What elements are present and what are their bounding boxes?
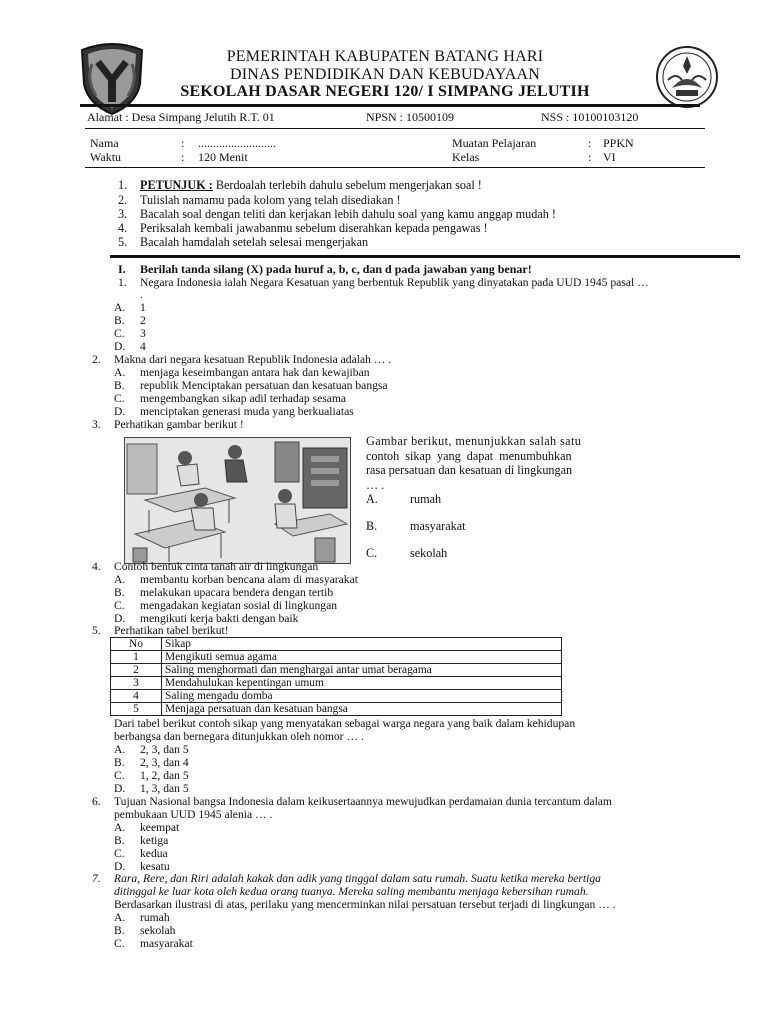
attitude-table xyxy=(110,637,562,716)
header-department: DINAS PENDIDIKAN DAN KEBUDAYAAN xyxy=(229,66,541,83)
q7-option-c[interactable]: C. masyarakat xyxy=(114,937,193,950)
q3-option-a[interactable]: A. rumah xyxy=(366,492,442,506)
question-5-text-2: berbangsa dan bernegara ditunjukkan oleh nomor … . xyxy=(114,730,364,743)
name-label: Nama xyxy=(90,136,119,150)
q4-option-a[interactable]: A. membantu korban bencana alam di masyarakat xyxy=(114,573,358,586)
q7-option-b[interactable]: B. sekolah xyxy=(114,924,176,937)
q2-option-d[interactable]: D. menciptakan generasi muda yang berkualiatas xyxy=(114,405,354,418)
question-2: 2. Makna dari negara kesatuan Republik Indonesia adalah … . xyxy=(92,353,392,366)
q3-option-c[interactable]: C. sekolah xyxy=(366,546,448,560)
q6-option-c[interactable]: C. kedua xyxy=(114,847,168,860)
q2-option-b[interactable]: B. republik Menciptakan persatuan dan kesatuan bangsa xyxy=(114,379,388,392)
table-header-no: No xyxy=(111,638,162,651)
question-6: 6. Tujuan Nasional bangsa Indonesia dalam keikusertaannya mewujudkan perdamaian dunia tercantum dalam xyxy=(92,795,612,808)
nss-text: NSS : 10100103120 xyxy=(541,110,639,124)
time-value: 120 Menit xyxy=(198,150,248,164)
q4-option-c[interactable]: C. mengadakan kegiatan sosial di lingkungan xyxy=(114,599,338,612)
class-colon: : xyxy=(588,150,592,164)
address-rule xyxy=(85,128,705,129)
header-government: PEMERINTAH KABUPATEN BATANG HARI xyxy=(226,48,544,65)
question-7-story-2: ditinggal ke luar kota oleh kedua orang tuanya. Mereka saling membantu menjaga kebersihan rumah. xyxy=(114,885,589,898)
q6-option-b[interactable]: B. ketiga xyxy=(114,834,169,847)
q7-option-a[interactable]: A. rumah xyxy=(114,911,170,924)
q6-option-d[interactable]: D. kesatu xyxy=(114,860,170,873)
q3-description-1: Gambar berikut, menunjukkan salah satu xyxy=(366,434,582,448)
q5-option-d[interactable]: D. 1, 3, dan 5 xyxy=(114,782,189,795)
subject-value: PPKN xyxy=(603,136,634,150)
table-row: 1 Mengikuti semua agama xyxy=(111,651,562,664)
time-label: Waktu xyxy=(90,150,122,164)
name-colon: : xyxy=(181,136,185,150)
q5-option-b[interactable]: B. 2, 3, dan 4 xyxy=(114,756,189,769)
subject-colon: : xyxy=(588,136,592,150)
question-7-story-1: 7. Rara, Rere, dan Riri adalah kakak dan adik yang tinggal dalam satu rumah. Suatu ketika mereka bertiga xyxy=(92,872,601,885)
question-1-cont: . xyxy=(140,288,143,301)
question-6-cont: pembukaan UUD 1945 alenia … . xyxy=(114,808,273,821)
q3-description-3: rasa persatuan dan kesatuan di lingkungan xyxy=(366,463,573,477)
table-row: 3 Mendahulukan kepentingan umum xyxy=(111,677,562,690)
instruction-1: 1. PETUNJUK : Berdoalah terlebih dahulu sebelum mengerjakan soal ! xyxy=(118,178,482,192)
q1-option-d[interactable]: D. 4 xyxy=(114,340,146,353)
question-5: 5. Perhatikan tabel berikut! xyxy=(92,624,229,637)
classroom-cleaning-illustration xyxy=(124,437,351,564)
time-colon: : xyxy=(181,150,185,164)
q4-option-b[interactable]: B. melakukan upacara bendera dengan tertib xyxy=(114,586,334,599)
table-header-row xyxy=(111,638,562,651)
tut-wuri-handayani-logo xyxy=(652,44,722,110)
table-header-sikap: Sikap xyxy=(162,638,562,651)
instruction-4: 4. Periksalah kembali jawabanmu sebelum diserahkan kepada pengawas ! xyxy=(118,221,488,235)
header-rule-thick xyxy=(80,104,700,107)
question-5-text-1: Dari tabel berikut contoh sikap yang menyatakan sebagai warga negara yang baik dalam kehidupan xyxy=(114,717,576,730)
header-school: SEKOLAH DASAR NEGERI 120/ I SIMPANG JELUTIH xyxy=(180,83,590,100)
q5-option-a[interactable]: A. 2, 3, dan 5 xyxy=(114,743,189,756)
q3-description-2: contoh sikap yang dapat menumbuhkan xyxy=(366,449,572,463)
question-1: 1. Negara Indonesia ialah Negara Kesatuan yang berbentuk Republik yang dinyatakan pada UUD 1945 pasal … xyxy=(118,276,649,289)
q1-option-b[interactable]: B. 2 xyxy=(114,314,146,327)
table-row: 2 Saling menghormati dan menghargai antar umat beragama xyxy=(111,664,562,677)
q3-option-b[interactable]: B. masyarakat xyxy=(366,519,466,533)
subject-label: Muatan Pelajaran xyxy=(452,136,537,150)
name-field[interactable]: .......................... xyxy=(198,136,276,150)
question-4: 4. Contoh bentuk cinta tanah air di lingkungan xyxy=(92,560,319,573)
q3-description-4: … . xyxy=(366,478,385,492)
q5-option-c[interactable]: C. 1, 2, dan 5 xyxy=(114,769,189,782)
q1-option-c[interactable]: C. 3 xyxy=(114,327,146,340)
q6-option-a[interactable]: A. keempat xyxy=(114,821,180,834)
table-row: 5 Menjaga persatuan dan kesatuan bangsa xyxy=(111,703,562,716)
instruction-5: 5. Bacalah hamdalah setelah selesai mengerjakan xyxy=(118,235,369,249)
info-rule xyxy=(85,167,705,168)
instruction-3: 3. Bacalah soal dengan teliti dan kerjakan lebih dahulu soal yang kamu anggap mudah ! xyxy=(118,207,556,221)
q2-option-c[interactable]: C. mengembangkan sikap adil terhadap sesama xyxy=(114,392,347,405)
q4-option-d[interactable]: D. mengikuti kerja bakti dengan baik xyxy=(114,612,299,625)
address-text: Alamat : Desa Simpang Jelutih R.T. 01 xyxy=(87,110,275,124)
q1-option-a[interactable]: A. 1 xyxy=(114,301,146,314)
npsn-text: NPSN : 10500109 xyxy=(366,110,455,124)
class-label: Kelas xyxy=(452,150,480,164)
class-value: VI xyxy=(603,150,616,164)
table-row: 4 Saling mengadu domba xyxy=(111,690,562,703)
section-title: I. Berilah tanda silang (X) pada huruf a, b, c, dan d pada jawaban yang benar! xyxy=(118,262,532,276)
question-3: 3. Perhatikan gambar berikut ! xyxy=(92,418,244,431)
instruction-2: 2. Tulislah namamu pada kolom yang telah disediakan ! xyxy=(118,193,401,207)
section-rule xyxy=(110,255,740,258)
q2-option-a[interactable]: A. menjaga keseimbangan antara hak dan kewajiban xyxy=(114,366,370,379)
question-7: Berdasarkan ilustrasi di atas, perilaku yang mencerminkan nilai persatuan tersebut terjadi di lingkungan … . xyxy=(114,898,616,911)
instruction-label: PETUNJUK : xyxy=(140,178,213,192)
